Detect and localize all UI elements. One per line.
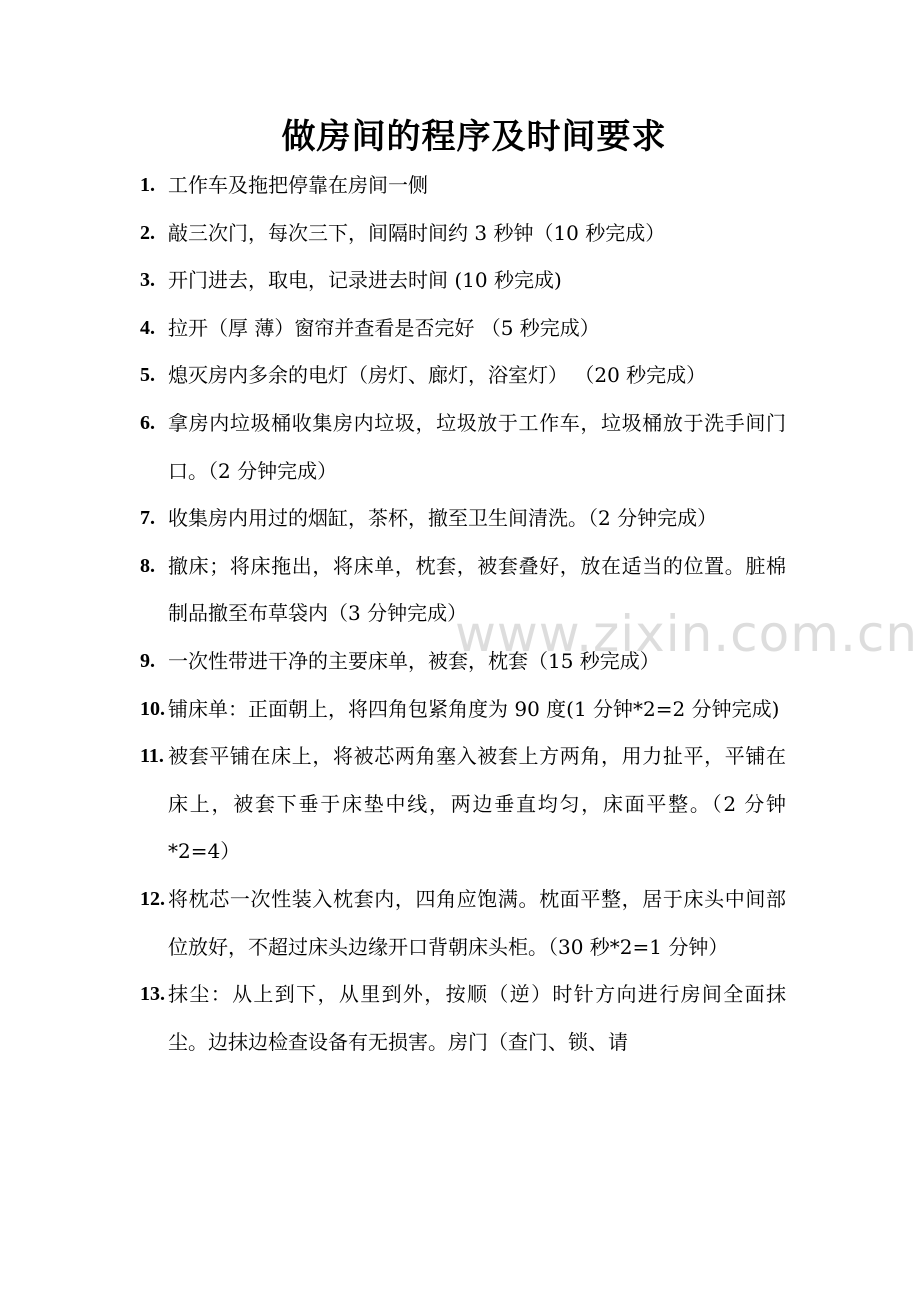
list-item xyxy=(140,352,786,400)
item-number: 8. xyxy=(140,554,155,577)
item-number: 3. xyxy=(140,269,155,292)
item-number: 1. xyxy=(140,174,155,196)
list-item xyxy=(140,305,786,353)
item-text: 铺床单：正面朝上，将四角包紧角度为 90 度(1 分钟*2=2 分钟完成) xyxy=(168,696,780,721)
item-text: 被套平铺在床上，将被芯两角塞入被套上方两角，用力扯平，平铺在床上，被套下垂于床垫中线，两边垂直均匀，床面平整。（2 分钟*2=4） xyxy=(168,744,786,864)
item-text: 熄灭房内多余的电灯（房灯、廊灯，浴室灯） （20 秒完成） xyxy=(168,363,707,388)
watermark-text: www.zixin.com.cn xyxy=(455,605,919,663)
list-item xyxy=(140,162,786,210)
item-text: 拿房内垃圾桶收集房内垃圾，垃圾放于工作车，垃圾桶放于洗手间门口。（2 分钟完成） xyxy=(168,410,786,483)
list-item xyxy=(140,638,786,686)
item-text: 开门进去，取电，记录进去时间 (10 秒完成) xyxy=(168,268,562,293)
item-number: 13. xyxy=(140,983,165,1006)
item-number: 10. xyxy=(140,697,165,720)
item-number: 9. xyxy=(140,649,155,672)
item-text: 敲三次门，每次三下，间隔时间约 3 秒钟（10 秒完成） xyxy=(168,220,666,245)
list-item xyxy=(140,400,786,495)
list-item xyxy=(140,257,786,305)
list-item xyxy=(140,686,786,734)
item-text: 收集房内用过的烟缸，茶杯，撤至卫生间清洗。（2 分钟完成） xyxy=(168,506,718,531)
list-item xyxy=(140,876,786,971)
item-number: 11. xyxy=(140,745,164,768)
item-number: 4. xyxy=(140,316,155,339)
item-text: 将枕芯一次性装入枕套内，四角应饱满。枕面平整，居于床头中间部位放好，不超过床头边缘开口背朝床头柜。（30 秒*2=1 分钟） xyxy=(168,886,786,959)
item-text: 撤床；将床拖出，将床单，枕套，被套叠好，放在适当的位置。脏棉制品撤至布草袋内（3 分钟完成） xyxy=(168,553,786,626)
list-item xyxy=(140,543,786,638)
list-item xyxy=(140,210,786,258)
list-item xyxy=(140,495,786,543)
item-text: 工作车及拖把停靠在房间一侧 xyxy=(168,173,428,197)
list-item xyxy=(140,733,786,876)
item-number: 2. xyxy=(140,221,155,244)
document-title: 做房间的程序及时间要求 xyxy=(281,117,667,157)
item-number: 12. xyxy=(140,887,165,910)
procedure-list xyxy=(140,162,786,1066)
item-text: 抹尘：从上到下，从里到外，按顺（逆）时针方向进行房间全面抹尘。边抹边检查设备有无损害。房门（查门、锁、请 xyxy=(168,982,786,1054)
item-number: 5. xyxy=(140,364,155,387)
item-number: 6. xyxy=(140,411,155,434)
item-text: 拉开（厚 薄）窗帘并查看是否完好 （5 秒完成） xyxy=(168,315,600,340)
list-item xyxy=(140,971,786,1066)
item-number: 7. xyxy=(140,507,155,530)
item-text: 一次性带进干净的主要床单，被套，枕套（15 秒完成） xyxy=(168,648,660,673)
